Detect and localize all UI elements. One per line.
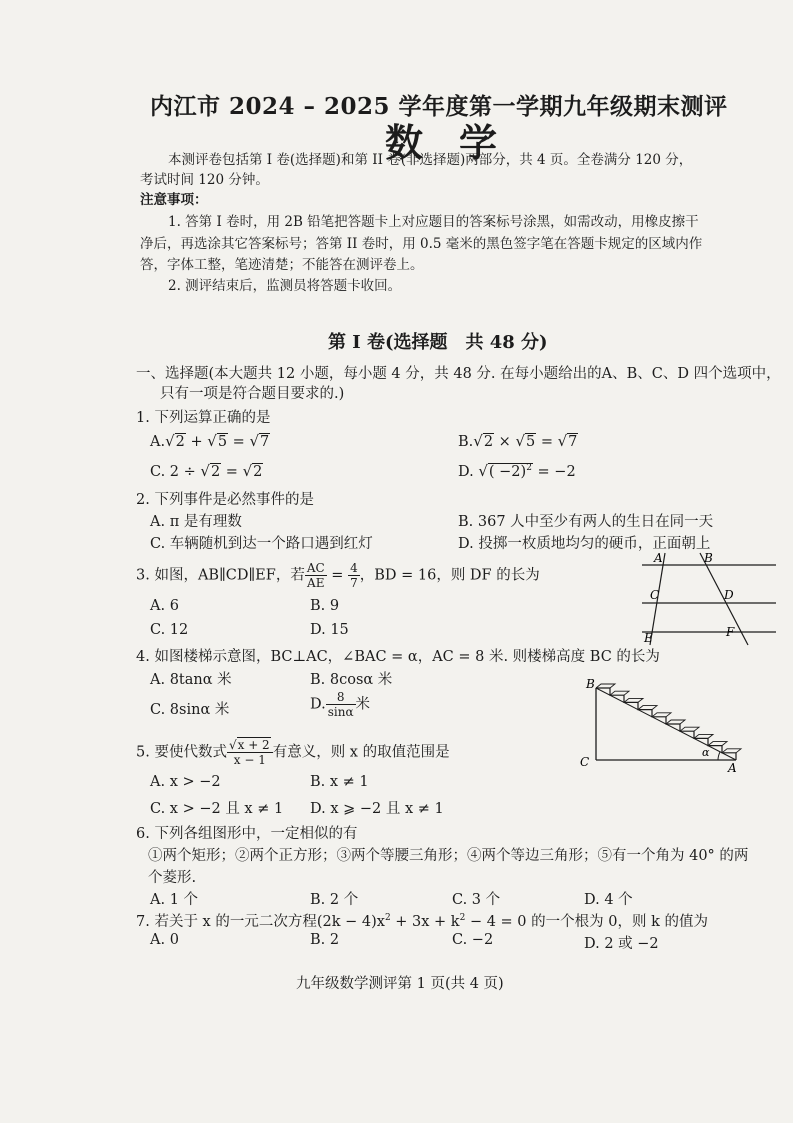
page-footer: 九年级数学测评第 1 页(共 4 页) [296,976,504,992]
exam-title: 内江市 2024 – 2025 学年度第一学期九年级期末测评 [150,93,728,120]
q6-option-a: A. 1 个 [150,892,199,908]
stair-steps-depth [596,684,741,753]
q5-stem: 5. 要使代数式 $\frac{√x + 2}{x - 1}$ 有意义，则 x 的取值范围是 [136,738,450,767]
q4-option-d: D. $\frac{8}{\sin\alpha}$ 米 [310,690,371,719]
q7-option-a: A. 0 [150,932,179,948]
q6-stem: 6. 下列各组图形中，一定相似的有 [136,826,358,842]
notes-heading: 注意事项： [140,192,208,208]
section-instruction-2: 只有一项是符合题目要求的.) [160,386,345,402]
q3-option-b: B. 9 [310,598,340,614]
q3-option-d: D. 15 [310,622,349,638]
label-alpha: α [702,746,710,759]
q5-option-a: A. x > −2 [150,774,221,790]
q7-option-c: C. −2 [452,932,494,948]
q3-option-c: C. 12 [150,622,189,638]
label-f: F [726,625,735,639]
angle-arc [718,752,720,760]
note-1-line-1: 1. 答第 I 卷时，用 2B 铅笔把答题卡上对应题目的答案标号涂黑，如需改动，用橡皮擦干 [168,214,699,230]
label-e: E [644,631,653,645]
subject-title: 数学 [385,120,534,165]
label-c: C [580,755,590,769]
q7-option-d: D. 2 或 −2 [584,936,659,952]
q7-option-b: B. 2 [310,932,340,948]
q2-option-b: B. 367 人中至少有两人的生日在同一天 [458,514,714,530]
q4-option-a: A. 8tanα 米 [150,672,232,688]
q4-option-c: C. 8sinα 米 [150,702,230,718]
q1-option-c: C. 2 ÷ √2 = √2 [150,462,263,480]
q3-stem: 3. 如图，AB∥CD∥EF，若 $\frac{AC}{AE}$ = $\frac{4}{7}$ ，BD = 16，则 DF 的长为 [136,561,540,590]
q1-option-a: A.√2 + √5 = √7 [150,432,270,450]
q4-stem: 4. 如图楼梯示意图，BC⊥AC，∠BAC = α，AC = 8 米. 则楼梯高度 BC 的长为 [136,649,660,665]
q6-option-b: B. 2 个 [310,892,359,908]
q5-option-b: B. x ≠ 1 [310,774,369,790]
q6-option-d: D. 4 个 [584,892,633,908]
intro-line-2: 考试时间 120 分钟。 [140,172,269,188]
q2-option-c: C. 车辆随机到达一个路口遇到红灯 [150,536,373,552]
q7-stem: 7. 若关于 x 的一元二次方程$(2k - 4)x^2 + 3x + k^2 - 4 = 0$ 的一个根为 0，则 k 的值为 [136,913,708,930]
q6-option-c: C. 3 个 [452,892,501,908]
q4-option-b: B. 8cosα 米 [310,672,393,688]
note-1-line-3: 答，字体工整，笔迹清楚；不能答在测评卷上。 [140,257,424,273]
q1-option-b: B.√2 × √5 = √7 [458,432,578,450]
q2-stem: 2. 下列事件是必然事件的是 [136,492,314,508]
section-instruction-1: 一、选择题(本大题共 12 小题，每小题 4 分，共 48 分. 在每小题给出的A、B、C、D 四个选项中， [136,366,781,382]
label-a: A [654,551,663,565]
section-title: 第 I 卷(选择题 共 48 分) [328,332,548,353]
label-c: C [650,588,660,602]
q6-line-2: 个菱形. [148,870,197,886]
note-2: 2. 测评结束后，监测员将答题卡收回。 [168,278,402,294]
intro-line-1: 本测评卷包括第 I 卷(选择题)和第 II 卷(非选择题)两部分，共 4 页。全卷满分 120 分， [168,152,693,168]
label-d: D [724,588,734,602]
q2-option-a: A. π 是有理数 [150,514,242,530]
label-a: A [728,761,737,774]
q1-stem: 1. 下列运算正确的是 [136,410,271,426]
q2-option-d: D. 投掷一枚质地均匀的硬币，正面朝上 [458,536,711,552]
q1-option-d: D. √( −2)$^2$ = −2 [458,462,576,480]
parallel-lines-figure [640,550,780,650]
q5-option-d: D. x ⩾ −2 且 x ≠ 1 [310,801,444,817]
staircase-figure [578,666,758,774]
q3-option-a: A. 6 [150,598,179,614]
q5-option-c: C. x > −2 且 x ≠ 1 [150,801,284,817]
note-1-line-2: 净后，再选涂其它答案标号；答第 II 卷时，用 0.5 毫米的黑色签字笔在答题卡规定的区域内作 [140,236,703,252]
label-b: B [704,551,713,565]
label-b: B [586,677,595,691]
q6-line-1: ①两个矩形；②两个正方形；③两个等腰三角形；④两个等边三角形；⑤有一个角为 40° 的两 [148,848,749,864]
